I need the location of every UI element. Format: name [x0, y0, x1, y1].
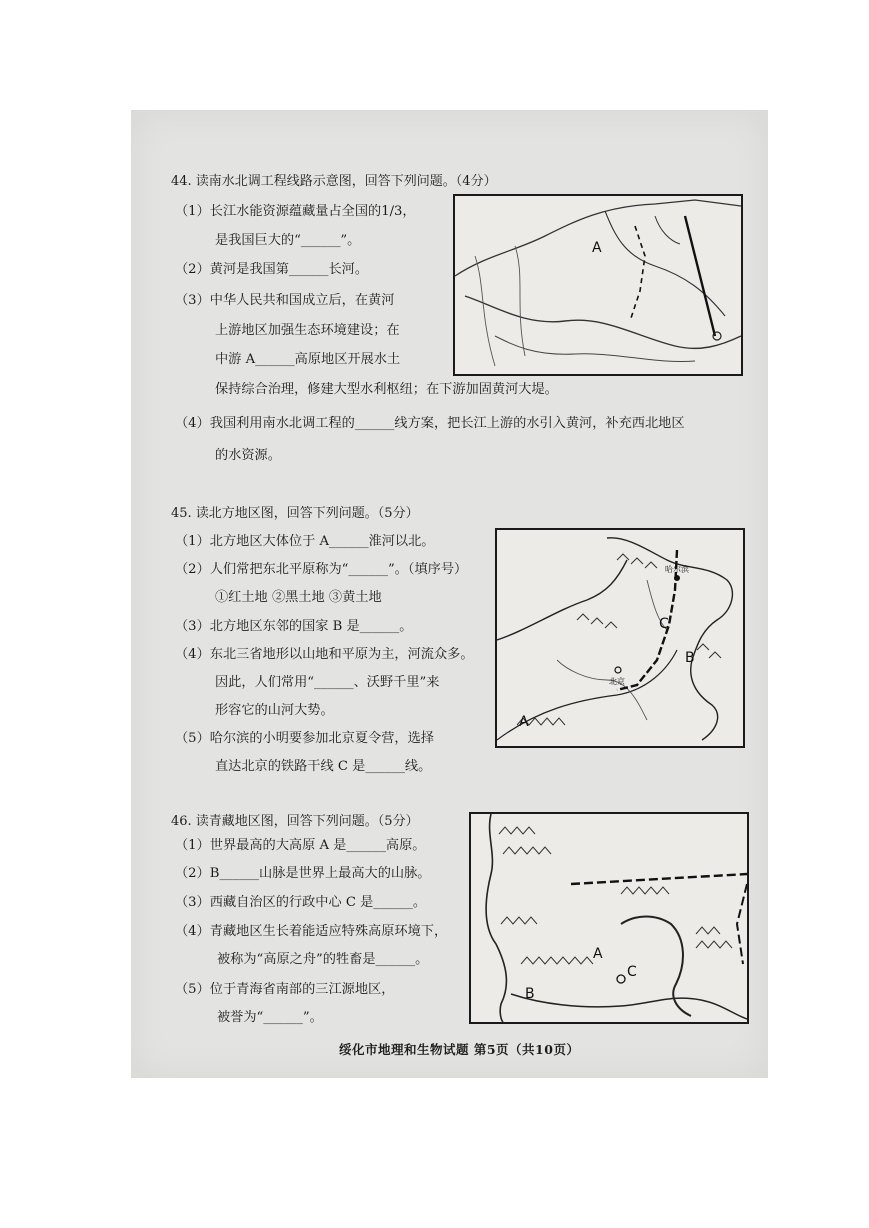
northern-region-map-drawing — [497, 530, 743, 746]
q46-map-label-c: C — [627, 964, 637, 980]
q44-line-9: 的水资源。 — [215, 448, 281, 463]
q46-line-4: （4）青藏地区生长着能适应特殊高原环境下， — [175, 924, 448, 939]
q46-map-label-a: A — [593, 946, 603, 962]
q46-map-label-b: B — [525, 986, 535, 1002]
q44-line-4: （3）中华人民共和国成立后，在黄河 — [175, 293, 395, 308]
q46-line-6: （5）位于青海省南部的三江源地区， — [175, 982, 395, 997]
q46-line-5: 被称为“高原之舟”的牲畜是______。 — [217, 952, 429, 967]
q45-line-4: （3）北方地区东邻的国家 B 是______。 — [175, 619, 413, 634]
q45-line-3: ①红土地 ②黑土地 ③黄土地 — [215, 590, 382, 605]
q45-line-9: 直达北京的铁路干线 C 是______线。 — [215, 759, 432, 774]
q45-line-2: （2）人们常把东北平原称为“______”。（填序号） — [175, 562, 468, 577]
q46-line-2: （2）B______山脉是世界上最高大的山脉。 — [175, 866, 431, 881]
q44-line-6: 中游 A______高原地区开展水土 — [215, 352, 401, 367]
q44-line-1: （1）长江水能资源蕴藏量占全国的1/3， — [175, 204, 416, 219]
q45-line-5: （4）东北三省地形以山地和平原为主，河流众多。 — [175, 647, 474, 662]
q44-line-8: （4）我国利用南水北调工程的______线方案，把长江上游的水引入黄河，补充西北地区 — [175, 416, 685, 431]
qinghai-tibet-map — [469, 812, 749, 1024]
q46-line-3: （3）西藏自治区的行政中心 C 是______。 — [175, 895, 427, 910]
q45-line-8: （5）哈尔滨的小明要参加北京夏令营，选择 — [175, 731, 434, 746]
q44-line-5: 上游地区加强生态环境建设；在 — [215, 323, 400, 338]
q45-title: 45. 读北方地区图，回答下列问题。（5分） — [171, 506, 419, 521]
exam-page — [131, 110, 768, 1078]
q45-map-label-a: A — [519, 714, 529, 730]
q45-line-1: （1）北方地区大体位于 A______淮河以北。 — [175, 534, 435, 549]
q44-map-label-a: A — [592, 240, 602, 256]
qinghai-tibet-map-drawing — [471, 814, 747, 1022]
q45-line-7: 形容它的山河大势。 — [215, 703, 334, 718]
q44-line-2: 是我国巨大的“______”。 — [215, 233, 361, 248]
south-north-water-map-drawing — [455, 196, 741, 374]
q45-map-label-beijing: 北京 — [609, 677, 625, 686]
q44-line-7: 保持综合治理，修建大型水利枢纽；在下游加固黄河大堤。 — [215, 382, 558, 397]
q46-line-7: 被誉为“______”。 — [217, 1010, 323, 1025]
q46-title: 46. 读青藏地区图，回答下列问题。（5分） — [171, 814, 419, 829]
q45-map-label-b: B — [685, 650, 695, 666]
q45-map-label-c: C — [659, 616, 669, 632]
q45-line-6: 因此，人们常用“______、沃野千里”来 — [215, 675, 440, 690]
q44-line-3: （2）黄河是我国第______长河。 — [175, 262, 369, 277]
q44-title: 44. 读南水北调工程线路示意图，回答下列问题。（4分） — [171, 174, 497, 189]
page-footer: 绥化市地理和生物试题 第5页（共10页） — [339, 1042, 580, 1057]
q45-map-label-harbin: 哈尔滨 — [665, 565, 689, 574]
south-north-water-map — [453, 194, 743, 376]
q46-line-1: （1）世界最高的大高原 A 是______高原。 — [175, 838, 426, 853]
northern-region-map — [495, 528, 745, 748]
